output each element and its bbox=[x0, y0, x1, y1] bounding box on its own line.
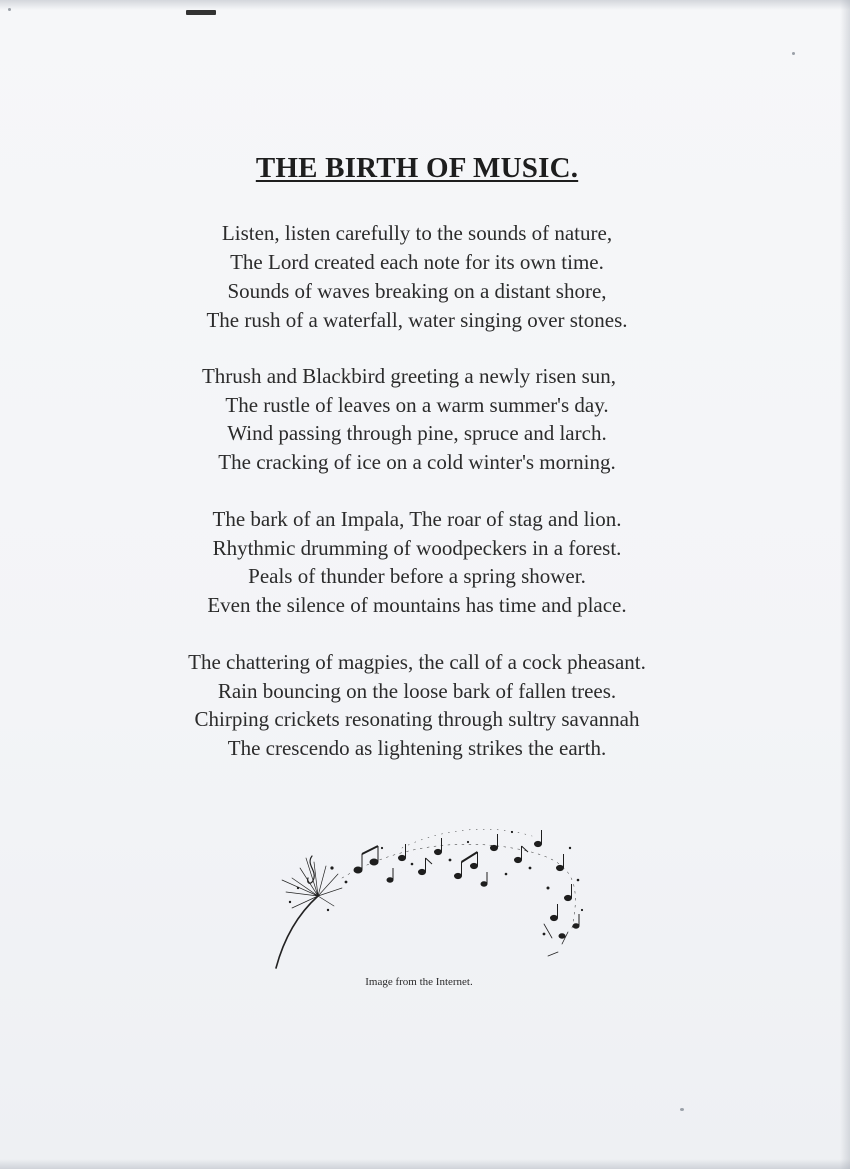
poem-line: Rain bouncing on the loose bark of fallen trees. bbox=[217, 679, 617, 703]
image-caption: Image from the Internet. bbox=[365, 976, 473, 988]
poem-line: Wind passing through pine, spruce and larch. bbox=[227, 421, 607, 445]
poem-line: The Lord created each note for its own time. bbox=[230, 250, 604, 274]
poem-line: The cracking of ice on a cold winter's morning. bbox=[218, 450, 616, 474]
poem-line: Chirping crickets resonating through sultry savannah bbox=[194, 707, 640, 731]
poem-line: Sounds of waves breaking on a distant shore, bbox=[227, 279, 607, 303]
poem-line: Even the silence of mountains has time and place. bbox=[207, 593, 627, 617]
scan-top-shadow bbox=[0, 0, 850, 10]
dandelion-music-notes-icon bbox=[262, 818, 602, 978]
poem-line: Thrush and Blackbird greeting a newly risen sun, bbox=[201, 364, 617, 388]
poem-title: THE BIRTH OF MUSIC. bbox=[255, 152, 579, 184]
poem-line: The chattering of magpies, the call of a cock pheasant. bbox=[188, 650, 646, 674]
poem-line: The crescendo as lightening strikes the earth. bbox=[227, 736, 607, 760]
scan-mark bbox=[186, 10, 216, 15]
poem-line: Peals of thunder before a spring shower. bbox=[248, 564, 586, 588]
poem-line: The rustle of leaves on a warm summer's day. bbox=[225, 393, 609, 417]
scan-speck bbox=[8, 8, 11, 11]
poem-line: Rhythmic drumming of woodpeckers in a forest. bbox=[212, 536, 622, 560]
scan-speck bbox=[680, 1108, 684, 1111]
scan-right-shadow bbox=[840, 0, 850, 1169]
poem-line: Listen, listen carefully to the sounds of nature, bbox=[221, 221, 613, 245]
scan-bottom-shadow bbox=[0, 1159, 850, 1169]
scan-speck bbox=[792, 52, 795, 55]
poem-line: The rush of a waterfall, water singing over stones. bbox=[206, 308, 628, 332]
poem-line: The bark of an Impala, The roar of stag and lion. bbox=[212, 507, 622, 531]
